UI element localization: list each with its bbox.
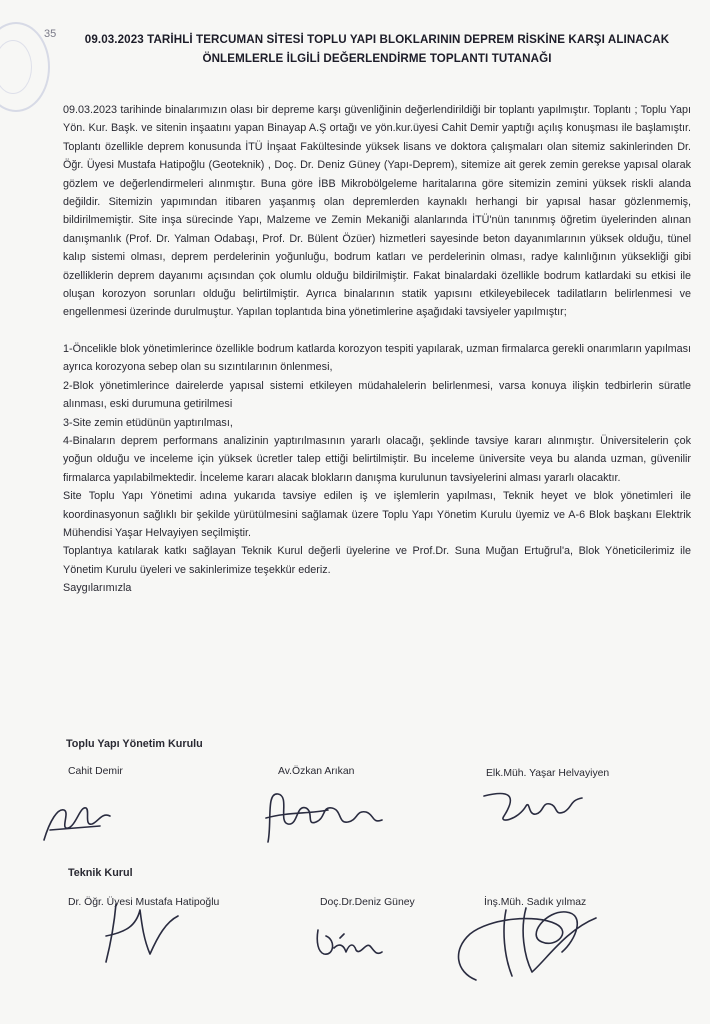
signature-sadik-yilmaz	[446, 900, 606, 990]
signer-sadik-yilmaz: İnş.Müh. Sadık yılmaz	[484, 897, 587, 908]
signer-yasar-helvayiyen: Elk.Müh. Yaşar Helvayiyen	[486, 768, 610, 779]
page-number: 35	[44, 28, 57, 40]
document-body	[63, 101, 691, 598]
signature-deniz-guney	[310, 912, 390, 962]
recommendation-item-3: 3-Site zemin etüdünün yaptırılması,	[63, 416, 233, 429]
technical-heading: Teknik Kurul	[68, 867, 133, 879]
signature-ozkan-arikan	[248, 782, 398, 852]
closing-paragraph-1: Site Toplu Yapı Yönetimi adına yukarıda tavsiye edilen iş ve işlemlerin yapılması, Teknik heyet ve blok yönetimleri ile koordinasyonun sağlıklı bir şekilde yürütülmesini sağlamak üzere Toplu Yapı Yönetim Kurulu üyemiz ve A-6 Blok başkanı Elektrik Mühendisi Yaşar Helvayiyen seçilmiştir.	[63, 490, 691, 539]
intro-paragraph: 09.03.2023 tarihinde binalarımızın olası bir depreme karşı güvenliğinin değerlendirildiği bir toplantı yapılmıştır. Toplantı ; Toplu Yapı Yön. Kur. Başk. ve sitenin inşaatını yapan Binayap A.Ş ortağı ve yön.kur.üyesi Cahit Demir yaptığı açılış konuşması ile başlamıştır. Toplantı özellikle deprem konusunda İTÜ İnşaat Fakültesinde yüksek lisans ve doktora çalışmaları olan sitemiz sakinlerinden Dr. Öğr. Üyesi Mustafa Hatipoğlu (Geoteknik) , Doç. Dr. Deniz Güney (Yapı-Deprem), sitemize ait gerek zemin gerekse yapısal olarak gözlem ve değerlendirmeleri alınmıştır. Buna göre İBB Mikrobölgeleme haritalarına göre sitemizin zemini yüksek riskli alanda değildir. Sitemizin yapımından itibaren yaşanmış olan depremlerden kaynaklı herhangi bir yapısal hasar gözlenmemiş, bildirilmemiştir. Site inşa sürecinde Yapı, Malzeme ve Zemin Mekaniği alanlarında İTÜ'nün tanınmış öğretim üyelerinden alınan danışmanlık (Prof. Dr. Yalman Odabaşı, Prof. Dr. Bülent Özüer) hizmetleri sayesinde beton dayanımlarının yüksek olduğu, tünel kalıp sistemi olması, deprem perdelerinin yoğunluğu, bodrum katları ve perdelerinin olması, radye kalınlığının yüksekliği gibi özelliklerin deprem dayanımı açısından çok olumlu olduğu bildirilmiştir. Fakat binalardaki özellikle bodrum katlardaki su etkisi ile oluşan korozyon sorunları olduğu belirtilmiştir. Ayrıca binalarının statik yapısını etkileyebilecek tadilatların belirlenmesi ve engellenmesi üzerinde durulmuştur. Yapılan toplantıda bina yönetimlerine aşağıdaki tavsiyeler yapılmıştır;	[63, 104, 691, 319]
closing-paragraph-2: Toplantıya katılarak katkı sağlayan Teknik Kurul değerli üyelerine ve Prof.Dr. Suna Muğan Ertuğrul'a, Blok Yöneticilerimiz ile Yönetim Kurulu üyeleri ve sakinlerimize teşekkür ederiz.	[63, 545, 691, 576]
signer-mustafa-hatipoglu: Dr. Öğr. Üyesi Mustafa Hatipoğlu	[68, 897, 220, 908]
signer-ozkan-arikan: Av.Özkan Arıkan	[278, 766, 355, 777]
recommendation-item-2: 2-Blok yönetimlerince dairelerde yapısal sistemi etkileyen müdahalelerin belirlenmesi, varsa konuya ilişkin tedbirlerin süratle alınması, eski durumuna getirilmesi	[63, 379, 691, 411]
recommendation-item-1: 1-Öncelikle blok yönetimlerince özellikle bodrum katlarda korozyon tespiti yapılarak, uzman firmalarca gerekli onarımların yapılması ayrıca korozyona sebep olan su sızıntılarının önlenmesi,	[63, 342, 691, 374]
signoff: Saygılarımızla	[63, 582, 132, 595]
title-line-1: 09.03.2023 TARİHLİ TERCUMAN SİTESİ TOPLU YAPI BLOKLARININ DEPREM RİSKİNE KARŞI ALINACAK	[84, 33, 670, 46]
recommendation-item-4: 4-Binaların deprem performans analizinin yaptırılmasının yararlı olacağı, şeklinde tavsiye kararı alınmıştır. Üniversitelerin çok yoğun olduğu ve inceleme için yüksek ücretler talep ettiği belirtilmiştir. Bu inceleme üniversite veya bu alanda uzman, güvenilir firmalarca yapılabilmektedir. İnceleme kararı alacak blokların danışma kurulunun tavsiyelerini alması yararlı olacaktır.	[63, 434, 691, 484]
document-title	[72, 30, 682, 68]
title-line-2: ÖNLEMLERLE İLGİLİ DEĞERLENDİRME TOPLANTI TUTANAĞI	[202, 52, 552, 65]
signature-cahit-demir	[40, 790, 120, 850]
board-heading: Toplu Yapı Yönetim Kurulu	[66, 738, 203, 750]
signature-yasar-helvayiyen	[478, 786, 588, 826]
signer-deniz-guney: Doç.Dr.Deniz Güney	[320, 897, 415, 908]
signer-cahit-demir: Cahit Demir	[68, 766, 123, 777]
signature-mustafa-hatipoglu	[96, 896, 206, 966]
